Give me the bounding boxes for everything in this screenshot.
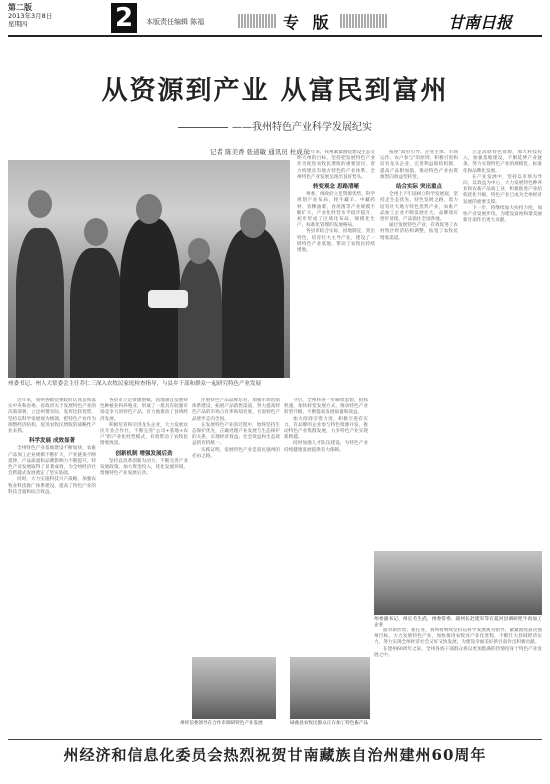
newspaper-logo: 甘南日报 — [448, 13, 513, 32]
photo-head — [240, 208, 266, 238]
issue-date: 2013年3月8日 — [8, 12, 53, 20]
article-title: 从资源到产业 从富民到富州 — [101, 76, 449, 106]
congratulation-banner: 州经济和信息化委员会热烈祝贺甘南藏族自治州建州60周年 — [63, 746, 487, 764]
article-subtitle: ——我州特色产业科学发展纪实 — [0, 118, 550, 133]
section-heading: 结合实际 突出重点 — [396, 184, 442, 191]
bottom-left-photo-caption: 州经信委领导在合作市调研特色产业发展 — [180, 721, 263, 726]
photo-person — [70, 248, 122, 378]
bottom-left-photo — [192, 657, 276, 719]
bottom-right-photo-caption: 碌曲县农牧民群众正在加工特色畜产品 — [290, 721, 369, 726]
section-heading: 科学发展 成效显著 — [29, 438, 75, 445]
text-column: 注重特色产品品牌培育，加强市场营销体系建设，拓展产品销售渠道，努力提高特色产品的市场占有率和知名度，甘南特色产品逐步走向全国。 在发展特色产业的过程中，始终坚持生态保护优先，正确处理产业发展与生态保护的关系，实现经济效益、社会效益和生态效益的有机统一。 实践证明，发展特色产业是富民强州的必由之路。 — [192, 398, 280, 459]
header-divider — [8, 35, 542, 37]
photo-paper — [148, 290, 188, 308]
photo-head — [84, 218, 108, 246]
bottom-right-photo — [290, 657, 370, 719]
text-column: 面对新形势、新任务，我州将继续坚持以科学发展观为指导，紧紧围绕富民强州目标，大力发展特色产业，加快推进农牧业产业化进程，不断壮大县域经济实力，努力实现全州经济社会又好又快发展，为建设幸福美好新甘南作出积极贡献。 在建州60周年之际，全州各族干部群众将以更加饱满的热情投身于特色产业发展之中。 — [374, 628, 542, 658]
article-byline: 记者 陈美香 张道敏 通讯员 杜成东 — [210, 148, 310, 156]
text-column: 按照"政府引导、企业主体、市场运作、农户参与"的原则，积极引进和培育龙头企业，完善利益联结机制，提高产品附加值，推动特色产业由资源型向效益型转变。 结合实际 突出重点 全州上下牢固树立科学发展观，坚持走生态优先、特色发展之路，着力培育壮大地方特色优势产业，农畜产品加工企业不断发展壮大，品牌效应逐步显现，产品销往全国各地。 通过发展特色产业，有效促进了农村牧区经济结构调整，拓宽了农牧民增收渠道。 — [380, 150, 458, 241]
issue-weekday: 星期四 — [8, 20, 28, 28]
section-heading: 转变观念 思路清晰 — [313, 184, 359, 191]
page-number: 2 — [111, 3, 137, 33]
editors-credit: 本版责任编辑 陈福 — [146, 18, 205, 26]
right-photo-caption: 州委副书记、州长毛生武，州委常委、副州长赵建军等在夏河县调研牦牛肉加工企业 — [374, 617, 542, 628]
text-column: 立足高原特色资源，加大科技投入，加强基地建设，不断延伸产业链条，努力实现特色产业的规模化、标准化和品牌化发展。 在产业发展中，坚持以市场为导向，以效益为中心，大力发展特色种养业和农畜产品加工业，积极推进产业结构优化升级，特色产业已成为全州经济发展的重要支撑。 下一步，将继续加大扶持力度，加快产业发展步伐，为建设富裕和谐美丽新甘南作出更大贡献。 — [463, 150, 542, 224]
section-label: 第二版 — [8, 3, 32, 12]
header-meta — [8, 4, 108, 28]
photo-person — [16, 228, 64, 378]
special-label: 专 版 — [277, 10, 339, 33]
text-column: 各县市立足资源禀赋，因地制宜发展特色种植业和养殖业，形成了一批具有较强市场竞争力的特色产品，有力地推动了县域经济发展。 积极培育和引进龙头企业，大力发展农民专业合作社，不断完善"公司+基地+农户"的产业化经营模式，有效带动了农牧民增收致富。 创新机制 增强发展后劲 坚持以改革创新为动力，不断完善产业发展政策，加大资金投入，优化发展环境，增强特色产业发展后劲。 — [100, 398, 188, 477]
section-heading: 创新机制 增强发展后劲 — [115, 450, 173, 457]
photo-head — [28, 190, 52, 218]
main-photo-caption: 州委书记、州人大常委会主任乔仁三深入农牧民家庭检查指导，与县乡干部和群众一起研究特色产业发展 — [8, 381, 262, 387]
text-column: 今后，全州将进一步解放思想，抢抓机遇，加快转变发展方式，推动特色产业转型升级，不断提高发展质量和效益。 加大招商引资力度，积极引进有实力、有品牌的企业参与特色资源开发，推动特色产业集群发展，力争特色产业实现新跨越。 同时加强人才队伍建设，为特色产业持续健康发展提供有力保障。 — [284, 398, 368, 453]
right-photo — [374, 551, 542, 615]
photo-head — [136, 194, 162, 224]
text-column: 近年来，我州各级党委政府认真贯彻落实中央和省委、省政府关于发展特色产业的决策部署，立足州情实际，发挥比较优势，坚持以科学发展观为统领，把特色产业作为调整经济结构、促进农牧民增收的战略性产业来抓。 科学发展 成效显著 全州特色产业基地建设不断加快，农畜产品加工企业规模不断扩大，产业链条不断延伸，产品质量和品牌影响力不断提升，特色产业发展取得了显著成效，为全州经济社会跨越式发展奠定了坚实基础。 同时，大力实施科技兴产战略，加强农牧业科技推广体系建设，提高了特色产业的科技含量和综合效益。 — [8, 398, 96, 495]
photo-head — [188, 238, 210, 264]
footer-divider — [8, 739, 542, 740]
main-photo — [8, 160, 290, 378]
photo-person — [222, 228, 284, 378]
text-column: 近年来，我州紧紧围绕建设生态文明大州的目标，坚持把发展特色产业作为促进农牧民增收的重要途径，着力构建具有地方特色的产业体系，全州特色产业发展呈现出良好势头。 转变观念 思路清晰 州委、州政府立足资源优势，科学规划产业布局，牦牛藏羊、中藏药材、青稞油菜、食用菌等产业规模不断扩大，产业化经营水平稳步提升，初步形成了区域化布局、规模化生产、标准化管理的发展格局。 各县市结合实际，因地制宜，突出特色，培育壮大主导产业，建设了一批特色产业基地，带动了农牧民持续增收。 — [297, 150, 375, 254]
photo-person — [178, 258, 222, 378]
